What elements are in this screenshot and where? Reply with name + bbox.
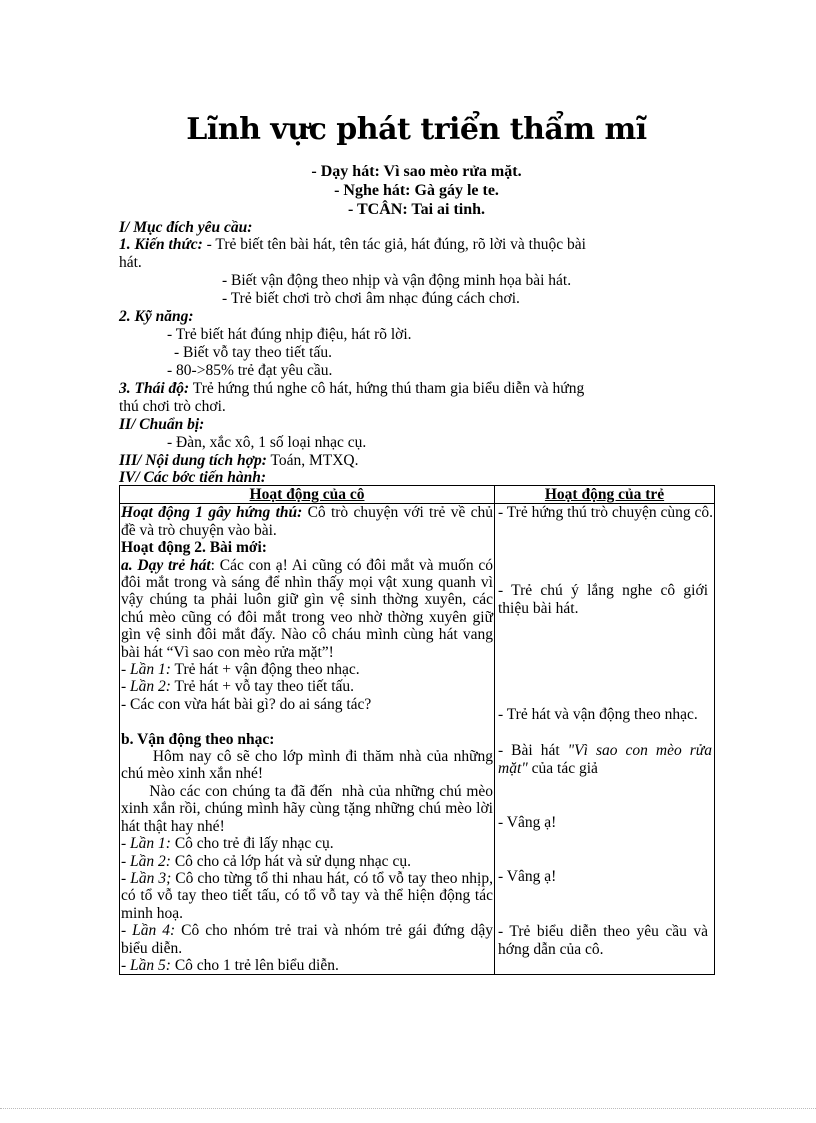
list-item-text: Cô cho cả lớp hát và sử dụng nhạc cụ. <box>170 852 411 870</box>
list-item-label: - Lần 4: <box>121 922 176 940</box>
list-item <box>121 678 493 695</box>
table-header-row <box>120 486 715 504</box>
child-answer-post: của tác giả <box>527 759 598 777</box>
knowledge-line <box>119 236 586 254</box>
preparation-item: - Đàn, xắc xô, 1 số loại nhạc cụ. <box>167 434 367 451</box>
list-item-label: - Lần 3; <box>121 869 172 887</box>
list-item <box>121 853 493 870</box>
attitude-label: 3. Thái độ: <box>119 380 190 397</box>
left-cell <box>120 504 495 975</box>
section-3-heading: III/ Nội dung tích hợp: <box>119 452 267 469</box>
knowledge-item-1: - Biết vận động theo nhịp và vận động minh họa bài hát. <box>222 272 572 289</box>
activity-1-text: Cô trò chuyện với trẻ về chủ đề và trò chuyện vào bài. <box>121 504 493 539</box>
attitude-line <box>119 380 584 398</box>
skills-item-3: - 80->85% trẻ đạt yêu cầu. <box>167 362 333 379</box>
list-item <box>121 957 493 974</box>
child-answer-song: "Vì sao con mèo rửa mặt" <box>498 742 712 777</box>
list-item-text: Trẻ hát + vỗ tay theo tiết tấu. <box>170 678 355 696</box>
list-item-text: Cô cho 1 trẻ lên biểu diễn. <box>170 956 339 974</box>
question-line: - Các con vừa hát bài gì? do ai sáng tác? <box>121 695 372 713</box>
section-2-heading: II/ Chuẩn bị: <box>119 416 205 433</box>
child-activity-1: - Trẻ hứng thú trò chuyện cùng cô. <box>498 504 714 522</box>
knowledge-label: 1. Kiến thức: <box>119 236 203 253</box>
list-item <box>121 661 493 678</box>
skills-item-1: - Trẻ biết hát đúng nhịp điệu, hát rõ lời. <box>167 326 412 343</box>
knowledge-item-2: - Trẻ biết chơi trò chơi âm nhạc đúng cách chơi. <box>222 290 520 307</box>
attitude-text-1: Trẻ hứng thú nghe cô hát, hứng thú tham gia biểu diễn và hứng <box>189 380 585 397</box>
header-teacher: Hoạt động của cô <box>120 486 495 504</box>
section-3-text: Toán, MTXQ. <box>266 452 359 469</box>
list-item-label: - Lần 1: <box>121 661 171 679</box>
list-item-text: Trẻ hát + vận động theo nhạc. <box>170 661 360 679</box>
header-children: Hoạt động của trẻ <box>495 486 715 504</box>
skills-item-2: - Biết vỗ tay theo tiết tấu. <box>174 344 332 361</box>
activity-1-title: Hoạt động 1 gây hứng thú: <box>121 504 303 522</box>
page-title: Lĩnh vực phát triển thẩm mĩ <box>186 112 647 147</box>
child-activity-2: - Trẻ chú ý lắng nghe cô giới thiệu bài hát. <box>498 582 708 617</box>
table-row <box>120 504 715 975</box>
attitude-text-2: thú chơi trò chơi. <box>119 398 226 415</box>
subtitle-3: - TCÂN: Tai ai tinh. <box>347 201 486 218</box>
list-item-label: - Lần 2: <box>121 678 171 696</box>
right-cell <box>495 504 715 975</box>
skills-label: 2. Kỹ năng: <box>119 308 194 325</box>
teach-song-title: a. Dạy trẻ hát <box>121 556 211 574</box>
teach-song-block <box>121 557 493 661</box>
list-item-label: - Lần 5: <box>121 956 171 974</box>
list-item-text: Cô cho nhóm trẻ trai và nhóm trẻ gái đứng dậy biểu diễn. <box>121 922 493 957</box>
movement-para-1: Hôm nay cô sẽ cho lớp mình đi thăm nhà của những chú mèo xinh xắn nhé! <box>121 748 497 783</box>
page-bottom-divider <box>0 1108 816 1109</box>
list-item <box>121 835 493 852</box>
child-activity-6: - Vâng ạ! <box>498 868 557 886</box>
activity-2-title: Hoạt động 2. Bài mới: <box>121 539 267 557</box>
list-item-label: - Lần 2: <box>121 852 171 870</box>
activity-table <box>119 485 715 975</box>
child-activity-5: - Vâng ạ! <box>498 814 557 832</box>
child-activity-7: - Trẻ biểu diễn theo yêu cầu và hớng dẫn của cô. <box>498 923 708 958</box>
list-item <box>121 870 493 922</box>
list-item-text: Cô cho từng tổ thi nhau hát, có tổ vỗ tay theo nhịp, có tổ vỗ tay theo tiết tấu, có tổ vỗ tay và thể hiện động tác minh hoạ. <box>121 869 493 922</box>
list-item-text: Cô cho trẻ đi lấy nhạc cụ. <box>170 835 334 853</box>
subtitle-2: - Nghe hát: Gà gáy le te. <box>334 182 499 199</box>
list-item-label: - Lần 1: <box>121 835 171 853</box>
section-4-heading: IV/ Các bớc tiến hành: <box>119 469 266 486</box>
teach-song-text: : Các con ạ! Ai cũng có đôi mắt và muốn có đôi mắt trong và sáng để nhìn thấy mọi vật xung quanh vì vậy chúng ta phải luôn giữ gìn vệ sinh thờng xuyên, các chú mèo cũng có đôi mắt trong veo nhờ thờng xuyên giữ gìn vệ sinh đôi mắt đấy. Nào cô cháu mình cùng hát vang bài hát “Vì sao con mèo rửa mặt”! <box>121 556 494 661</box>
child-activity-4 <box>498 742 712 777</box>
section-3-line <box>119 452 358 470</box>
subtitle-1: - Dạy hát: Vì sao mèo rửa mặt. <box>311 163 522 180</box>
movement-title: b. Vận động theo nhạc: <box>121 730 275 748</box>
knowledge-text-1: - Trẻ biết tên bài hát, tên tác giả, hát đúng, rõ lời và thuộc bài <box>202 236 586 253</box>
list-item <box>121 922 493 957</box>
movement-para-2: Nào các con chúng ta đã đến nhà của những chú mèo xinh xắn rồi, chúng mình hãy cùng tặng những chú mèo lời hát thật hay nhé! <box>121 782 497 835</box>
section-1-heading: I/ Mục đích yêu cầu: <box>119 219 253 236</box>
child-answer-pre: - Bài hát <box>498 742 568 760</box>
child-activity-3: - Trẻ hát và vận động theo nhạc. <box>498 706 698 724</box>
knowledge-text-2: hát. <box>119 254 142 271</box>
